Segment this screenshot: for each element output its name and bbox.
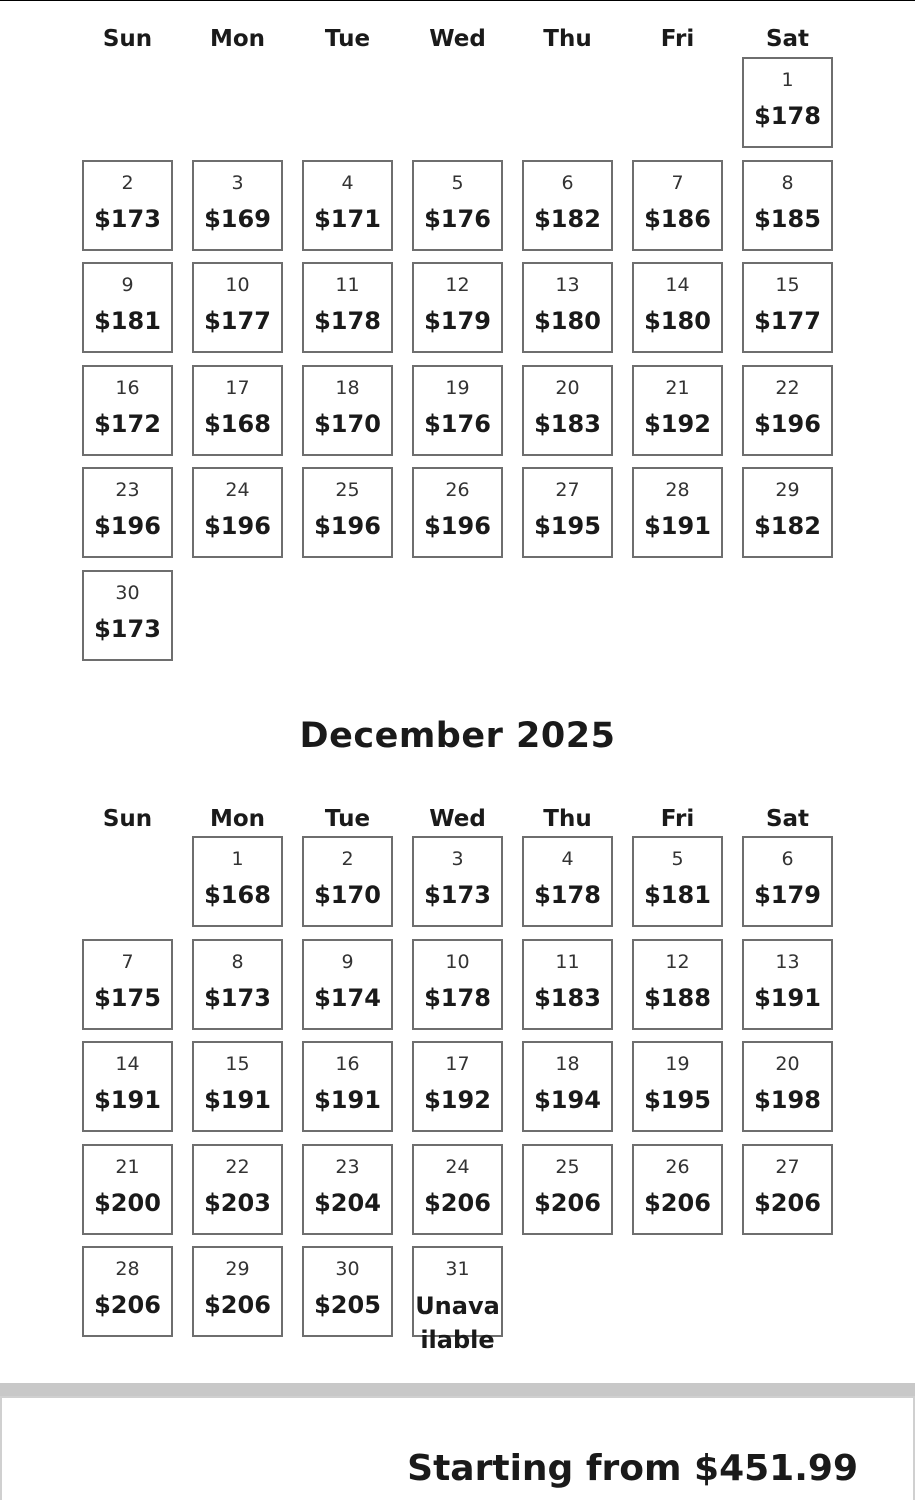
day-number: 14: [665, 274, 690, 296]
day-number: 4: [341, 172, 354, 194]
day-cell-18[interactable]: [302, 365, 393, 456]
day-number: 5: [671, 848, 684, 870]
day-price: $178: [534, 881, 601, 909]
day-number: 26: [665, 1156, 690, 1178]
day-price: $173: [94, 205, 161, 233]
day-cell-4[interactable]: [302, 160, 393, 251]
day-cell-17[interactable]: [412, 1041, 503, 1132]
day-cell-7[interactable]: [82, 939, 173, 1030]
day-number: 25: [335, 479, 360, 501]
day-cell-27[interactable]: [522, 467, 613, 558]
day-price: $172: [94, 410, 161, 438]
day-number: 21: [115, 1156, 140, 1178]
day-number: 8: [231, 951, 244, 973]
day-price: $176: [424, 410, 491, 438]
day-number: 6: [561, 172, 574, 194]
day-price: $192: [644, 410, 711, 438]
day-number: 23: [335, 1156, 360, 1178]
day-cell-19[interactable]: [632, 1041, 723, 1132]
weekday-header-mon: Mon: [209, 26, 266, 52]
day-cell-12[interactable]: [632, 939, 723, 1030]
day-price: $173: [94, 615, 161, 643]
day-price: $192: [424, 1086, 491, 1114]
day-number: 16: [335, 1053, 360, 1075]
day-cell-26[interactable]: [412, 467, 503, 558]
day-price: $181: [94, 307, 161, 335]
starting-price-label: Starting from $451.99: [407, 1448, 858, 1489]
day-cell-15[interactable]: [192, 1041, 283, 1132]
day-number: 24: [225, 479, 250, 501]
day-number: 1: [781, 69, 794, 91]
day-cell-13[interactable]: [522, 262, 613, 353]
day-number: 2: [341, 848, 354, 870]
day-price: $168: [204, 410, 271, 438]
day-number: 9: [341, 951, 354, 973]
day-price: $183: [534, 410, 601, 438]
day-cell-9[interactable]: [302, 939, 393, 1030]
day-price: $169: [204, 205, 271, 233]
day-cell-14[interactable]: [82, 1041, 173, 1132]
day-price: $180: [534, 307, 601, 335]
day-price: $196: [94, 512, 161, 540]
day-price: $195: [644, 1086, 711, 1114]
day-number: 12: [445, 274, 470, 296]
weekday-header-tue: Tue: [324, 806, 371, 832]
day-price: $178: [754, 102, 821, 130]
day-cell-30[interactable]: [82, 570, 173, 661]
day-cell-11[interactable]: [522, 939, 613, 1030]
day-number: 23: [115, 479, 140, 501]
day-number: 20: [775, 1053, 800, 1075]
footer-separator: [0, 1383, 915, 1396]
day-number: 29: [225, 1258, 250, 1280]
day-number: 18: [335, 377, 360, 399]
weekday-header-thu: Thu: [543, 806, 592, 832]
day-number: 7: [121, 951, 134, 973]
day-number: 31: [445, 1258, 470, 1280]
day-cell-21[interactable]: [632, 365, 723, 456]
day-number: 11: [555, 951, 580, 973]
day-cell-21[interactable]: [82, 1144, 173, 1235]
day-number: 6: [781, 848, 794, 870]
day-cell-7[interactable]: [632, 160, 723, 251]
weekday-header-sun: Sun: [102, 26, 153, 52]
day-cell-13[interactable]: [742, 939, 833, 1030]
day-cell-24[interactable]: [412, 1144, 503, 1235]
weekday-header-tue: Tue: [324, 26, 371, 52]
weekday-header-wed: Wed: [429, 806, 486, 832]
day-number: 15: [775, 274, 800, 296]
day-cell-27[interactable]: [742, 1144, 833, 1235]
day-number: 22: [225, 1156, 250, 1178]
day-number: 27: [555, 479, 580, 501]
day-cell-2[interactable]: [82, 160, 173, 251]
day-cell-1[interactable]: [742, 57, 833, 148]
day-number: 11: [335, 274, 360, 296]
day-price: $206: [644, 1189, 711, 1217]
day-cell-15[interactable]: [742, 262, 833, 353]
day-cell-12[interactable]: [412, 262, 503, 353]
day-price: $170: [314, 410, 381, 438]
day-cell-24[interactable]: [192, 467, 283, 558]
day-price: $198: [754, 1086, 821, 1114]
day-number: 13: [775, 951, 800, 973]
day-price: $178: [424, 984, 491, 1012]
day-cell-17[interactable]: [192, 365, 283, 456]
day-price: $180: [644, 307, 711, 335]
day-price: $206: [754, 1189, 821, 1217]
day-price: $178: [314, 307, 381, 335]
weekday-header-sat: Sat: [765, 26, 810, 52]
weekday-header-wed: Wed: [429, 26, 486, 52]
day-number: 1: [231, 848, 244, 870]
day-price: $203: [204, 1189, 271, 1217]
day-price: $179: [754, 881, 821, 909]
day-cell-22[interactable]: [742, 365, 833, 456]
day-number: 21: [665, 377, 690, 399]
day-number: 17: [225, 377, 250, 399]
day-price: $200: [94, 1189, 161, 1217]
day-number: 14: [115, 1053, 140, 1075]
day-price: $196: [204, 512, 271, 540]
day-number: 10: [445, 951, 470, 973]
day-number: 26: [445, 479, 470, 501]
day-cell-8[interactable]: [742, 160, 833, 251]
day-price: $168: [204, 881, 271, 909]
day-cell-14[interactable]: [632, 262, 723, 353]
day-number: 30: [115, 582, 140, 604]
day-cell-22[interactable]: [192, 1144, 283, 1235]
day-price: $205: [314, 1291, 381, 1319]
day-price: $206: [204, 1291, 271, 1319]
day-cell-4[interactable]: [522, 836, 613, 927]
day-price: $204: [314, 1189, 381, 1217]
day-price: $196: [754, 410, 821, 438]
day-price: $194: [534, 1086, 601, 1114]
day-number: 4: [561, 848, 574, 870]
day-price: $206: [424, 1189, 491, 1217]
day-number: 3: [231, 172, 244, 194]
day-number: 12: [665, 951, 690, 973]
weekday-header-sat: Sat: [765, 806, 810, 832]
weekday-header-sun: Sun: [102, 806, 153, 832]
day-cell-23[interactable]: [82, 467, 173, 558]
day-cell-3[interactable]: [412, 836, 503, 927]
weekday-header-fri: Fri: [660, 806, 695, 832]
day-number: 19: [445, 377, 470, 399]
weekday-header-mon: Mon: [209, 806, 266, 832]
day-price: $191: [204, 1086, 271, 1114]
day-cell-10[interactable]: [412, 939, 503, 1030]
day-cell-26[interactable]: [632, 1144, 723, 1235]
day-cell-28[interactable]: [632, 467, 723, 558]
day-cell-10[interactable]: [192, 262, 283, 353]
day-number: 17: [445, 1053, 470, 1075]
day-cell-2[interactable]: [302, 836, 393, 927]
day-number: 22: [775, 377, 800, 399]
day-price: $173: [204, 984, 271, 1012]
top-divider: [0, 0, 915, 1]
day-cell-5[interactable]: [412, 160, 503, 251]
day-number: 13: [555, 274, 580, 296]
day-cell-16[interactable]: [82, 365, 173, 456]
day-number: 19: [665, 1053, 690, 1075]
day-price: $186: [644, 205, 711, 233]
day-number: 25: [555, 1156, 580, 1178]
day-cell-19[interactable]: [412, 365, 503, 456]
day-number: 3: [451, 848, 464, 870]
day-number: 15: [225, 1053, 250, 1075]
day-cell-8[interactable]: [192, 939, 283, 1030]
day-number: 7: [671, 172, 684, 194]
day-number: 16: [115, 377, 140, 399]
day-number: 5: [451, 172, 464, 194]
month-title: December 2025: [299, 716, 616, 756]
day-cell-23[interactable]: [302, 1144, 393, 1235]
day-price: $182: [754, 512, 821, 540]
day-cell-1[interactable]: [192, 836, 283, 927]
day-price: $191: [314, 1086, 381, 1114]
day-price: $176: [424, 205, 491, 233]
day-number: 18: [555, 1053, 580, 1075]
weekday-header-fri: Fri: [660, 26, 695, 52]
day-cell-20[interactable]: [522, 365, 613, 456]
weekday-header-thu: Thu: [543, 26, 592, 52]
day-cell-25[interactable]: [302, 467, 393, 558]
day-number: 28: [115, 1258, 140, 1280]
day-cell-25[interactable]: [522, 1144, 613, 1235]
day-cell-11[interactable]: [302, 262, 393, 353]
day-price: $191: [754, 984, 821, 1012]
day-price: $196: [424, 512, 491, 540]
day-cell-5[interactable]: [632, 836, 723, 927]
price-footer: [0, 1396, 915, 1500]
day-number: 8: [781, 172, 794, 194]
day-number: 9: [121, 274, 134, 296]
day-cell-16[interactable]: [302, 1041, 393, 1132]
day-price: $191: [94, 1086, 161, 1114]
day-price: $171: [314, 205, 381, 233]
day-cell-31: [412, 1246, 503, 1354]
day-number: 29: [775, 479, 800, 501]
day-price: $185: [754, 205, 821, 233]
day-price: $182: [534, 205, 601, 233]
day-cell-20[interactable]: [742, 1041, 833, 1132]
day-cell-28[interactable]: [82, 1246, 173, 1337]
day-price: $183: [534, 984, 601, 1012]
day-price: $196: [314, 512, 381, 540]
day-number: 27: [775, 1156, 800, 1178]
day-number: 30: [335, 1258, 360, 1280]
day-number: 28: [665, 479, 690, 501]
day-price: $206: [534, 1189, 601, 1217]
day-cell-9[interactable]: [82, 262, 173, 353]
day-price: $170: [314, 881, 381, 909]
day-cell-3[interactable]: [192, 160, 283, 251]
day-price: $177: [754, 307, 821, 335]
day-price: $174: [314, 984, 381, 1012]
day-price: $175: [94, 984, 161, 1012]
day-cell-6[interactable]: [522, 160, 613, 251]
day-price: $206: [94, 1291, 161, 1319]
day-price: $195: [534, 512, 601, 540]
day-price: $179: [424, 307, 491, 335]
day-cell-29[interactable]: [192, 1246, 283, 1337]
day-number: 20: [555, 377, 580, 399]
day-number: 10: [225, 274, 250, 296]
day-cell-29[interactable]: [742, 467, 833, 558]
day-price: $173: [424, 881, 491, 909]
day-cell-6[interactable]: [742, 836, 833, 927]
day-number: 2: [121, 172, 134, 194]
day-price: $191: [644, 512, 711, 540]
day-price: $177: [204, 307, 271, 335]
unavailable-label: Unavailable: [415, 1292, 500, 1354]
day-price: $188: [644, 984, 711, 1012]
day-cell-30[interactable]: [302, 1246, 393, 1337]
day-price: $181: [644, 881, 711, 909]
day-cell-18[interactable]: [522, 1041, 613, 1132]
day-number: 24: [445, 1156, 470, 1178]
